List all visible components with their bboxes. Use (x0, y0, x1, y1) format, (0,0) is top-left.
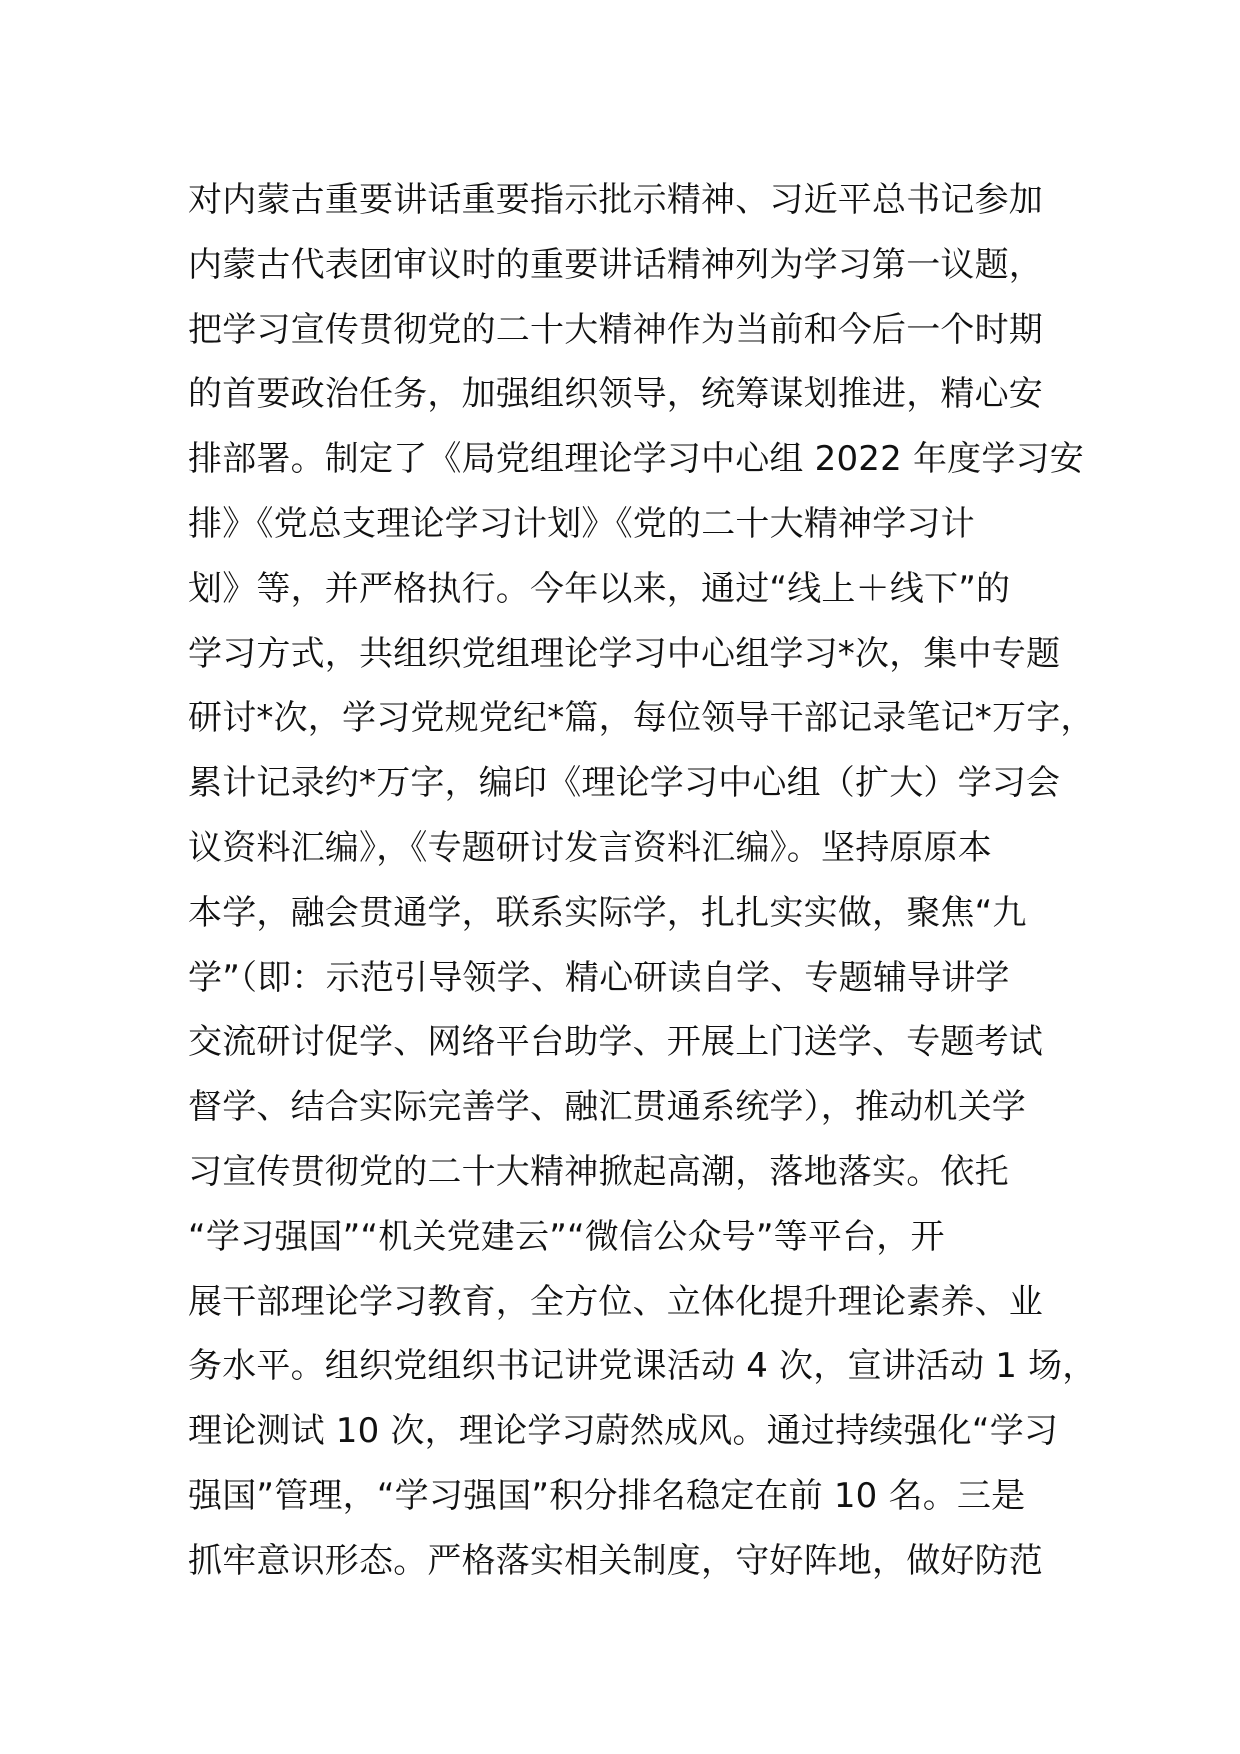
text-line: 研讨*次，学习党规党纪*篇，每位领导干部记录笔记*万字， (188, 698, 1095, 739)
text-line: 的首要政治任务，加强组织领导，统筹谋划推进，精心安 (188, 374, 1043, 415)
text-line: 本学，融会贯通学，联系实际学，扎扎实实做，聚焦“九 (188, 892, 1027, 933)
text-line: 督学、结合实际完善学、融汇贯通系统学），推动机关学 (188, 1087, 1026, 1128)
text-line: 划》等，并严格执行。今年以来，通过“线上＋线下”的 (188, 568, 1011, 609)
text-line: 对内蒙古重要讲话重要指示批示精神、习近平总书记参加 (188, 180, 1043, 220)
text-line: 展干部理论学习教育，全方位、立体化提升理论素养、业 (188, 1281, 1043, 1322)
text-line: 务水平。组织党组织书记讲党课活动 4 次，宣讲活动 1 场， (188, 1346, 1097, 1387)
text-line: 学习方式，共组织党组理论学习中心组学习*次，集中专题 (188, 633, 1061, 674)
text-line: “学习强国”“机关党建云”“微信公众号”等平台，开 (188, 1216, 945, 1257)
text-line: 累计记录约*万字，编印《理论学习中心组（扩大）学习会 (188, 763, 1061, 804)
text-line: 交流研讨促学、网络平台助学、开展上门送学、专题考试 (188, 1022, 1043, 1063)
text-line: 理论测试 10 次，理论学习蔚然成风。通过持续强化“学习 (188, 1411, 1059, 1452)
text-line: 排部署。制定了《局党组理论学习中心组 2022 年度学习安 (188, 439, 1084, 480)
text-line: 排》《党总支理论学习计划》《党的二十大精神学习计 (188, 503, 975, 544)
text-line: 抓牢意识形态。严格落实相关制度，守好阵地，做好防范 (188, 1540, 1043, 1581)
text-line: 内蒙古代表团审议时的重要讲话精神列为学习第一议题， (188, 244, 1043, 285)
text-line: 习宣传贯彻党的二十大精神掀起高潮，落地落实。依托 (188, 1151, 1009, 1192)
body-paragraph (188, 168, 1097, 1594)
text-line: 把学习宣传贯彻党的二十大精神作为当前和今后一个时期 (188, 309, 1043, 350)
text-line: 强国”管理，“学习强国”积分排名稳定在前 10 名。三是 (188, 1475, 1026, 1516)
text-line: 议资料汇编》，《专题研讨发言资料汇编》。坚持原原本 (188, 827, 992, 868)
text-line: 学”（即：示范引导领学、精心研读自学、专题辅导讲学 (188, 957, 1010, 998)
